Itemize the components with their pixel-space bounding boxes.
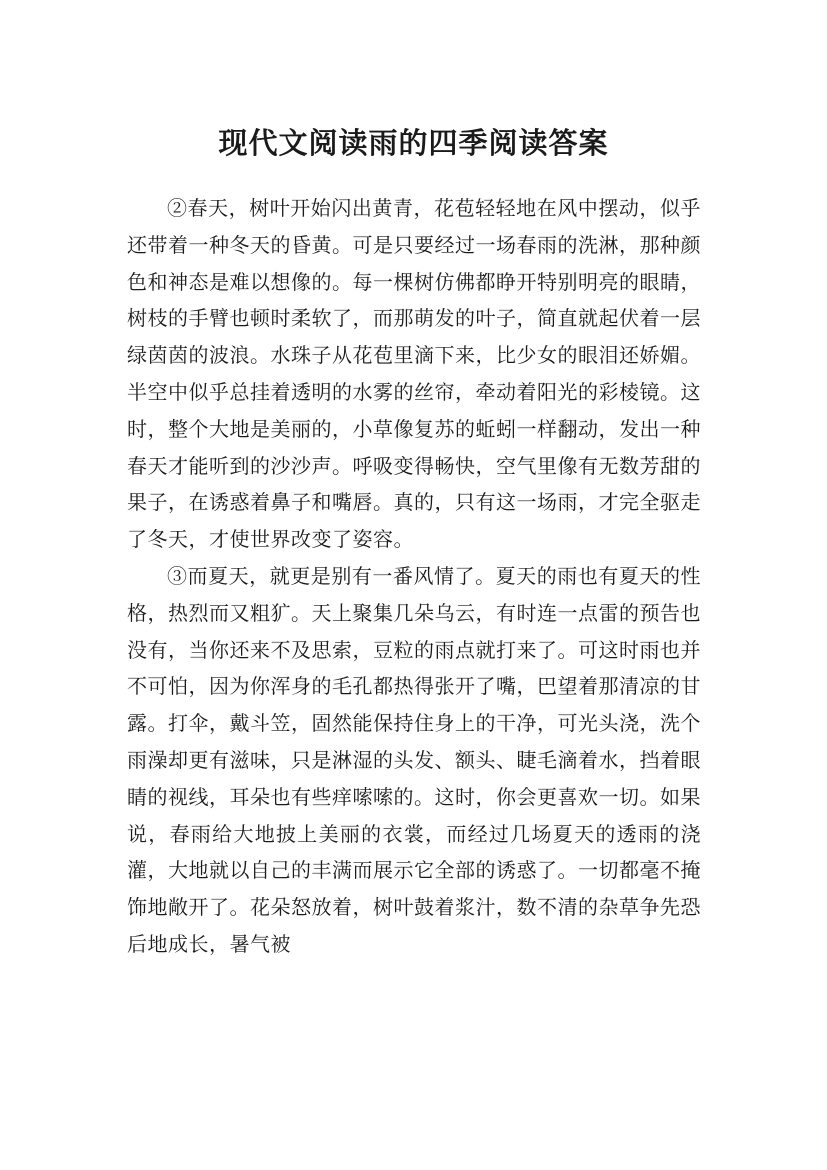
paragraph-summer: ③而夏天，就更是别有一番风情了。夏天的雨也有夏天的性格，热烈而又粗犷。天上聚集几朵乌云，有时连一点雷的预告也没有，当你还来不及思索，豆粒的雨点就打来了。可这时雨也并不可怕，因为你浑身的毛孔都热得张开了嘴，巴望着那清凉的甘露。打伞，戴斗笠，固然能保持住身上的干净，可光头浇，洗个雨澡却更有滋味，只是淋湿的头发、额头、睫毛滴着水，挡着眼睛的视线，耳朵也有些痒嗦嗦的。这时，你会更喜欢一切。如果说，春雨给大地披上美丽的衣裳，而经过几场夏天的透雨的浇灌，大地就以自己的丰满而展示它全部的诱惑了。一切都毫不掩饰地敞开了。花朵怒放着，树叶鼓着浆汁，数不清的杂草争先恐后地成长，暑气被: [127, 563, 701, 956]
document-title: 现代文阅读雨的四季阅读答案: [218, 126, 609, 161]
document-body: [127, 190, 701, 963]
paragraph-spring: ②春天，树叶开始闪出黄青，花苞轻轻地在风中摆动，似乎还带着一种冬天的昏黄。可是只要经过一场春雨的洗淋，那种颜色和神态是难以想像的。每一棵树仿佛都睁开特别明亮的眼睛，树枝的手臂也顿时柔软了，而那萌发的叶子，简直就起伏着一层绿茵茵的波浪。水珠子从花苞里滴下来，比少女的眼泪还娇媚。半空中似乎总挂着透明的水雾的丝帘，牵动着阳光的彩棱镜。这时，整个大地是美丽的，小草像复苏的蚯蚓一样翻动，发出一种春天才能听到的沙沙声。呼吸变得畅快，空气里像有无数芳甜的果子，在诱惑着鼻子和嘴唇。真的，只有这一场雨，才完全驱走了冬天，才使世界改变了姿容。: [127, 196, 701, 552]
